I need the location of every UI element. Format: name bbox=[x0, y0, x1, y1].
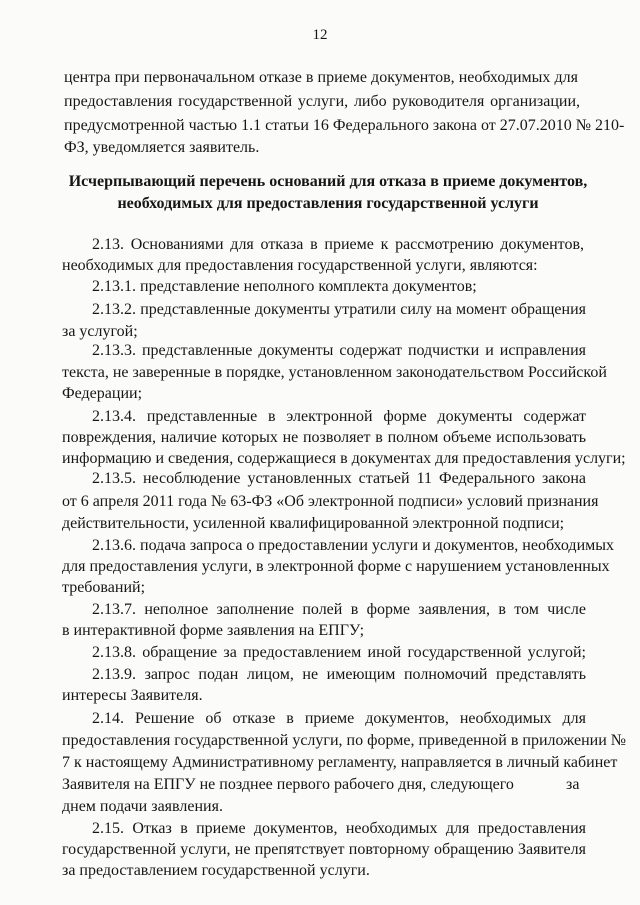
body-line: для предоставления услуги, в электронной форме с нарушением установленных bbox=[62, 558, 610, 575]
body-line: 2.15. Отказ в приеме документов, необходимых для предоставления bbox=[92, 820, 586, 837]
body-line: за предоставлением государственной услуги. bbox=[62, 862, 370, 879]
body-line: государственной услуги, не препятствует повторному обращению Заявителя bbox=[62, 841, 586, 858]
intro-line: центра при первоначальном отказе в приеме документов, необходимых для bbox=[64, 69, 578, 86]
body-line: 2.13. Основаниями для отказа в приеме к рассмотрению документов, bbox=[92, 236, 584, 253]
body-line: Заявителя на ЕПГУ не позднее первого рабочего дня, следующего bbox=[62, 776, 514, 793]
body-line: 2.13.8. обращение за предоставлением иной государственной услугой; bbox=[92, 644, 586, 661]
body-line: Федерации; bbox=[62, 385, 143, 402]
body-line: 2.13.6. подача запроса о предоставлении услуги и документов, необходимых bbox=[92, 537, 614, 554]
body-line: текста, не заверенные в порядке, установленном законодательством Российской bbox=[62, 364, 607, 381]
section-heading-line: необходимых для предоставления государственной услуги bbox=[117, 195, 539, 212]
body-line: 2.13.9. запрос подан лицом, не имеющим полномочий представлять bbox=[92, 666, 586, 683]
body-line: 2.13.2. представленные документы утратили силу на момент обращения bbox=[92, 301, 586, 318]
body-line: в интерактивной форме заявления на ЕПГУ; bbox=[62, 622, 365, 639]
body-line: предоставления государственной услуги, по форме, приведенной в приложении № bbox=[62, 732, 627, 749]
body-line: 2.13.7. неполное заполнение полей в форме заявления, в том числе bbox=[92, 601, 586, 618]
body-line: 2.14. Решение об отказе в приеме документов, необходимых для bbox=[92, 710, 586, 727]
body-line: за bbox=[566, 776, 580, 793]
body-line: требований; bbox=[62, 579, 146, 596]
page-number: 12 bbox=[312, 27, 328, 43]
body-line: днем подачи заявления. bbox=[62, 798, 223, 815]
body-line: информацию и сведения, содержащиеся в документах для предоставления услуги; bbox=[62, 450, 626, 467]
section-heading-line: Исчерпывающий перечень оснований для отказа в приеме документов, bbox=[68, 173, 588, 190]
body-line: от 6 апреля 2011 года № 63-ФЗ «Об электронной подписи» условий признания bbox=[62, 493, 599, 510]
body-line: 2.13.5. несоблюдение установленных статьей 11 Федерального закона bbox=[92, 470, 586, 487]
intro-line: предусмотренной частью 1.1 статьи 16 Федерального закона от 27.07.2010 № 210- bbox=[64, 117, 625, 134]
body-line: действительности, усиленной квалифицированной электронной подписи; bbox=[62, 515, 565, 532]
body-line: за услугой; bbox=[62, 323, 138, 340]
body-line: 7 к настоящему Административному регламенту, направляется в личный кабинет bbox=[62, 754, 618, 771]
body-line: интересы Заявителя. bbox=[62, 687, 203, 704]
body-line: повреждения, наличие которых не позволяет в полном объеме использовать bbox=[62, 429, 586, 446]
body-line: 2.13.1. представление неполного комплекта документов; bbox=[92, 278, 477, 295]
body-line: 2.13.4. представленные в электронной форме документы содержат bbox=[92, 408, 586, 425]
body-line: 2.13.3. представленные документы содержат подчистки и исправления bbox=[92, 342, 586, 359]
intro-line: предоставления государственной услуги, либо руководителя организации, bbox=[64, 93, 580, 110]
intro-line: ФЗ, уведомляется заявитель. bbox=[64, 139, 260, 156]
body-line: необходимых для предоставления государственной услуги, являются: bbox=[62, 257, 538, 274]
